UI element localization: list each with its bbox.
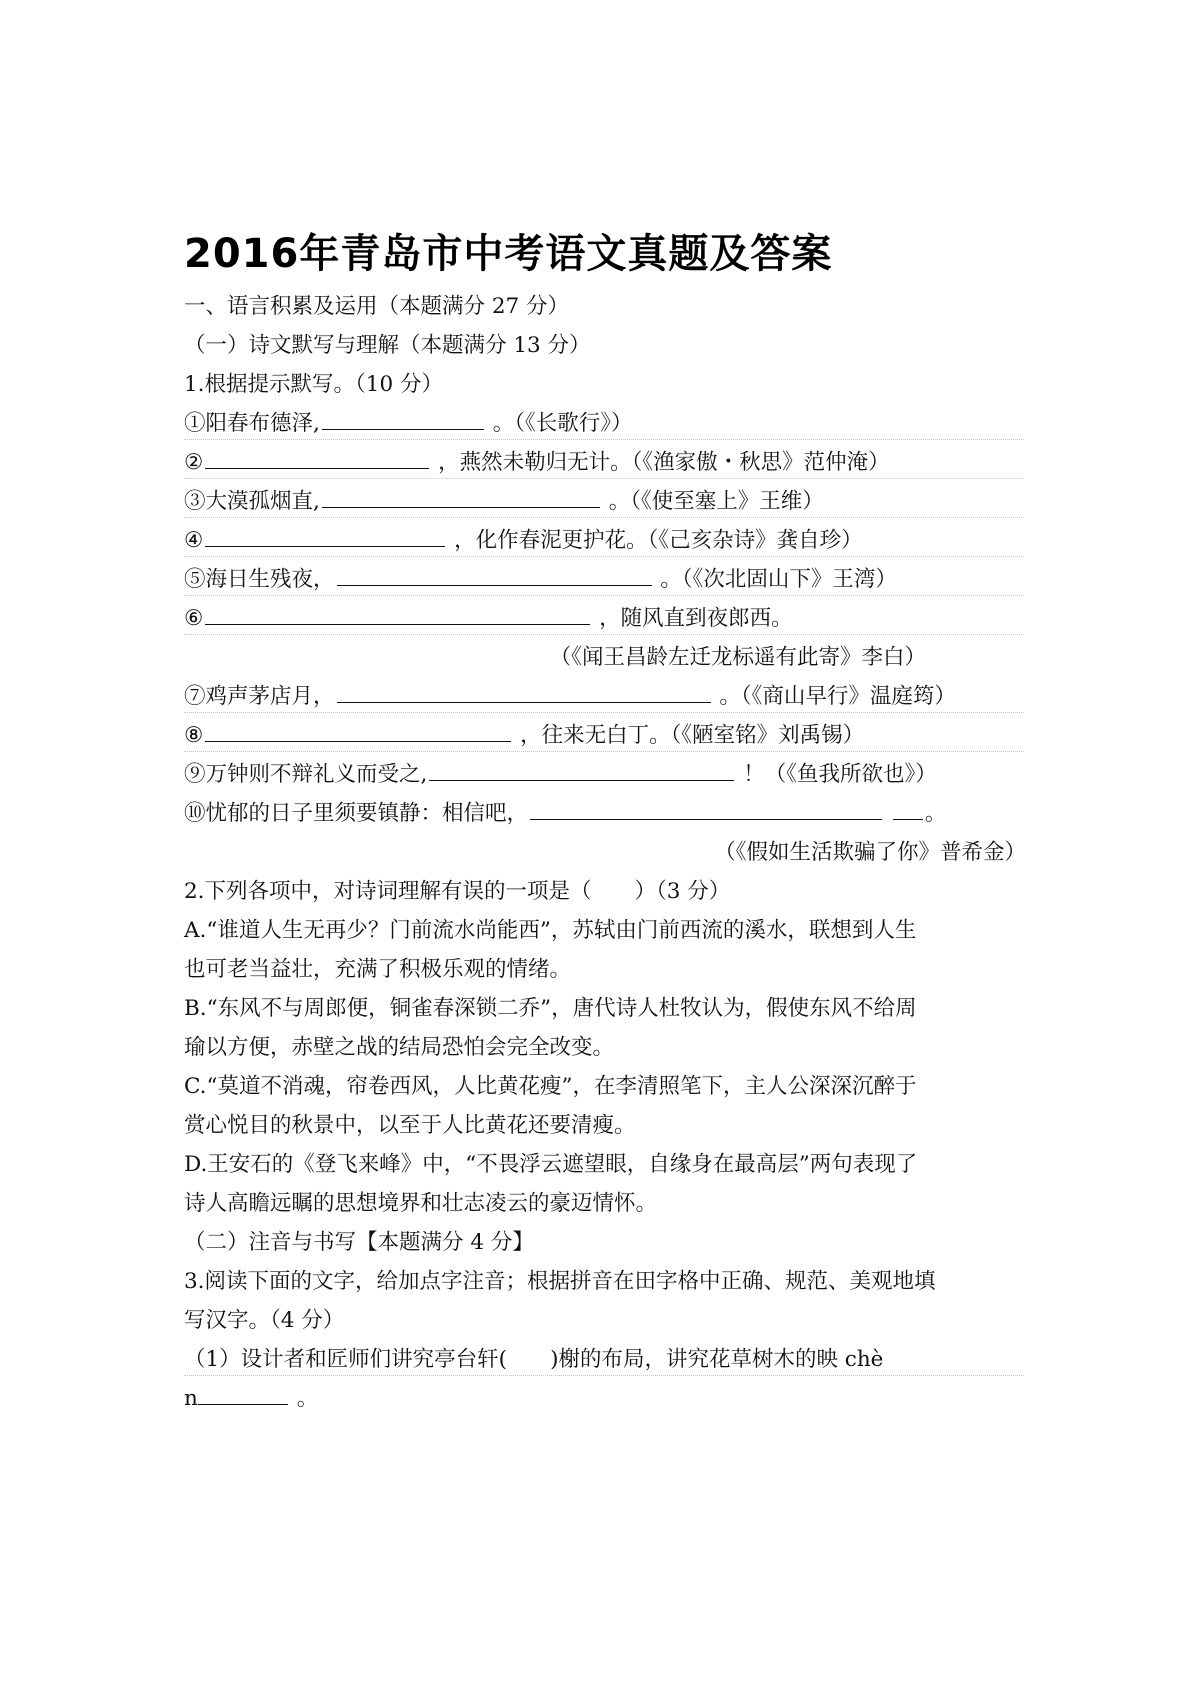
document-title: 2016年青岛市中考语文真题及答案 [184, 231, 833, 277]
q1-item-6: ⑥ ，随风直到夜郎西。 [184, 604, 1024, 635]
q3-sub1-line2: n 。 [184, 1386, 319, 1411]
q1-item-2: ② ，燕然未勒归无计。（《渔家傲・秋思》范仲淹） [184, 448, 1024, 479]
section-heading: 一、语言积累及运用（本题满分 27 分） [184, 294, 570, 319]
answer-blank[interactable] [198, 1386, 288, 1405]
question-3-prompt-line2: 写汉字。（4 分） [184, 1308, 345, 1333]
answer-blank[interactable] [429, 762, 734, 781]
answer-blank[interactable] [205, 450, 429, 469]
answer-blank[interactable] [205, 606, 590, 625]
q1-item-1: ①阳春布德泽, 。（《长歌行》） [184, 409, 1024, 440]
q1-item-10-source: （《假如生活欺骗了你》普希金） [714, 840, 1026, 865]
q1-item-8: ⑧ ，往来无白丁。（《陋室铭》刘禹锡） [184, 721, 1024, 752]
answer-blank[interactable] [322, 489, 600, 508]
q2-option-c-line2: 赏心悦目的秋景中，以至于人比黄花还要清瘦。 [184, 1113, 636, 1138]
q2-option-b-line2: 瑜以方便，赤壁之战的结局恐怕会完全改变。 [184, 1035, 615, 1060]
q2-option-a-line2: 也可老当益壮，充满了积极乐观的情绪。 [184, 957, 572, 982]
answer-blank[interactable] [530, 801, 882, 820]
q1-item-3: ③大漠孤烟直, 。（《使至塞上》王维） [184, 487, 1024, 518]
q2-option-c-line1: C.“莫道不消魂，帘卷西风，人比黄花瘦”，在李清照笔下，主人公深深沉醉于 [184, 1074, 917, 1099]
part-heading: （二）注音与书写【本题满分 4 分】 [184, 1230, 534, 1255]
q2-option-d-line2: 诗人高瞻远瞩的思想境界和壮志凌云的豪迈情怀。 [184, 1191, 658, 1216]
q3-sub1-line1: （1）设计者和匠师们讲究亭台轩( )榭的布局，讲究花草树木的映 chè [184, 1345, 1024, 1376]
q2-option-d-line1: D.王安石的《登飞来峰》中，“不畏浮云遮望眼，自缘身在最高层”两句表现了 [184, 1152, 918, 1177]
q2-option-b-line1: B.“东风不与周郎便，铜雀春深锁二乔”，唐代诗人杜牧认为，假使东风不给周 [184, 996, 917, 1021]
q1-item-5: ⑤海日生残夜， 。（《次北固山下》王湾） [184, 565, 1024, 596]
answer-blank[interactable] [893, 801, 923, 820]
answer-blank[interactable] [337, 684, 711, 703]
q1-item-6-source: （《闻王昌龄左迁龙标遥有此寄》李白） [549, 645, 926, 670]
q2-option-a-line1: A.“谁道人生无再少？门前流水尚能西”，苏轼由门前西流的溪水，联想到人生 [184, 918, 917, 943]
answer-blank[interactable] [322, 411, 484, 430]
question-2-prompt: 2.下列各项中，对诗词理解有误的一项是（ ）（3 分） [184, 879, 731, 904]
q1-item-7: ⑦鸡声茅店月， 。（《商山早行》温庭筠） [184, 682, 1024, 713]
q1-item-4: ④ ，化作春泥更护花。（《己亥杂诗》龚自珍） [184, 526, 1024, 557]
q1-item-10: ⑩忧郁的日子里须要镇静：相信吧， 。 [184, 801, 947, 826]
question-1-prompt: 1.根据提示默写。（10 分） [184, 372, 443, 397]
answer-blank[interactable] [337, 567, 652, 586]
part-heading: （一）诗文默写与理解（本题满分 13 分） [184, 333, 591, 358]
q1-item-9: ⑨万钟则不辩礼义而受之, ！（《鱼我所欲也》） [184, 762, 937, 787]
question-3-prompt-line1: 3.阅读下面的文字，给加点字注音；根据拼音在田字格中正确、规范、美观地填 [184, 1269, 936, 1294]
answer-blank[interactable] [205, 723, 511, 742]
answer-blank[interactable] [205, 528, 445, 547]
